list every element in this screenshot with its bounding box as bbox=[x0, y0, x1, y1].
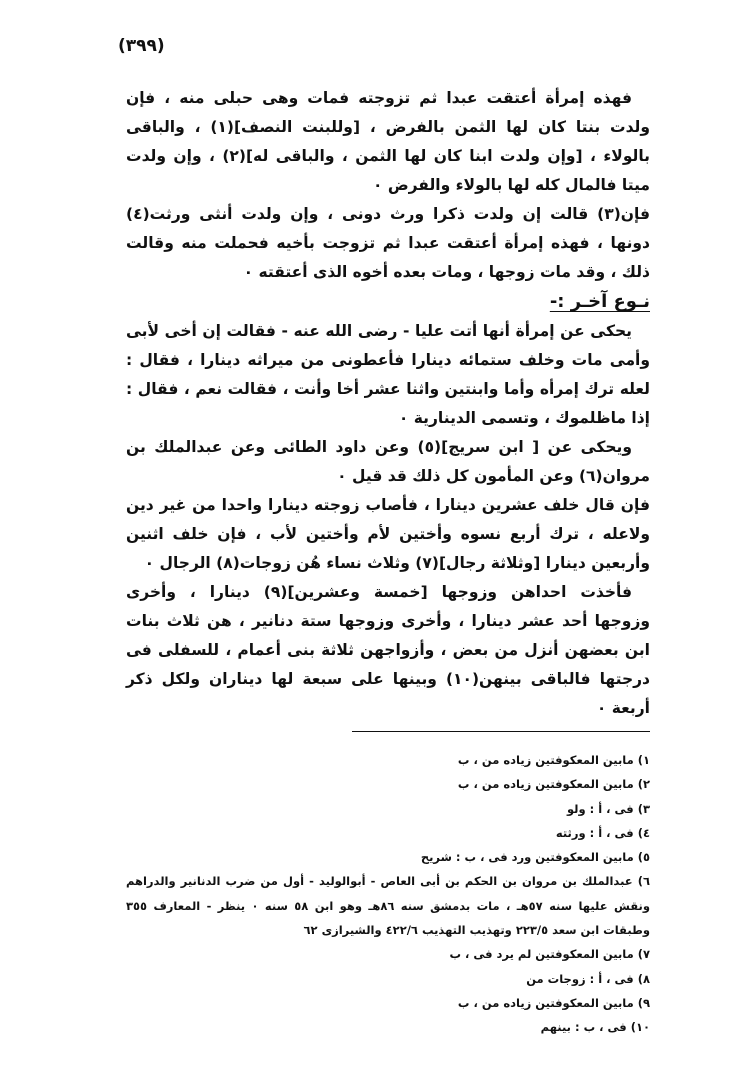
footnotes bbox=[126, 748, 650, 1040]
footnote-1: ١) مابين المعكوفتين زياده من ، ب bbox=[457, 753, 650, 767]
footnote-4: ٤) فى ، أ : ورثته bbox=[555, 825, 650, 840]
paragraph-6: فأخذت احداهن وزوجها [خمسة وعشرين](٩) دينارا ، وأخرى وزوجها أحد عشر دينارا ، وأخرى وزوجها ستة دنانير ، هن ثلاث بنات ابن بعضهن أنزل من بعض ، وأزواجهن ثلاثة بنى أعمام ، للسفلى فى درجتها فالباقى بينهن(١٠) وبينها على سبعة لها ديناران ولكل ذكر أربعة ٠ bbox=[126, 583, 650, 717]
footnote-divider bbox=[352, 731, 650, 732]
footnote-5: ٥) مابين المعكوفتين ورد فى ، ب : شريح bbox=[420, 850, 650, 865]
footnote-3: ٣) فى ، أ : ولو bbox=[566, 801, 650, 816]
main-text bbox=[126, 84, 650, 723]
paragraph-5: فإن قال خلف عشرين دينارا ، فأصاب زوجته دينارا واحدا من غير دين ولاعله ، ترك أربع نسوه وأختين لأم وأختين لأب ، فإن خلف اثنين وأربعين دينارا [وثلاثة رجال](٧) وثلاث نساء هُن زوجات(٨) الرجال ٠ bbox=[126, 496, 650, 572]
footnote-10: ١٠) فى ، ب : بينهم bbox=[540, 1020, 650, 1035]
footnote-6: ٦) عبدالملك بن مروان بن الحكم بن أبى العاص - أبوالوليد - أول من ضرب الدنانير والدراهم ونقش عليها سنه ٥٧هـ ، مات بدمشق سنه ٨٦هـ وهو ابن ٥٨ سنه ٠ ينظر - المعارف ٣٥٥ وطبقات ابن سعد ٢٢٣/٥ وتهذيب التهذيب ٤٢٢/٦ والشيرازى ٦٢ bbox=[126, 874, 650, 938]
footnote-7: ٧) مابين المعكوفتين لم يرد فى ، ب bbox=[449, 947, 650, 962]
footnote-8: ٨) فى ، أ : زوجات من bbox=[526, 971, 650, 986]
footnote-2: ٢) مابين المعكوفتين زياده من ، ب bbox=[457, 777, 650, 792]
paragraph-1: فهذه إمرأة أعتقت عبدا ثم تزوجته فمات وهى حبلى منه ، فإن ولدت بنتا كان لها الثمن بالفرض ، [وللبنت النصف](١) ، والباقى بالولاء ، [وإن ولدت ابنا كان لها الثمن ، والباقى له](٢) ، وإن ولدت ميتا فالمال كله لها بالولاء والفرض ٠ bbox=[126, 89, 650, 194]
footnote-9: ٩) مابين المعكوفتين زياده من ، ب bbox=[457, 995, 650, 1010]
paragraph-4: ويحكى عن [ ابن سريج](٥) وعن داود الطائى وعن عبدالملك بن مروان(٦) وعن المأمون كل ذلك قد قيل ٠ bbox=[126, 438, 650, 485]
section-heading: نـوع آخـر :- bbox=[549, 291, 650, 312]
paragraph-2: فإن(٣) قالت إن ولدت ذكرا ورث دونى ، وإن ولدت أنثى ورثت(٤) دونها ، فهذه إمرأة أعتقت عبدا ثم تزوجت بأخيه فحملت منه وقالت ذلك ، وقد مات زوجها ، ومات بعده أخوه الذى أعتقته ٠ bbox=[126, 205, 650, 281]
page-number: (٣٩٩) bbox=[118, 36, 165, 56]
paragraph-3: يحكى عن إمرأة أنها أتت عليا - رضى الله عنه - فقالت إن أخى لأبى وأمى مات وخلف ستمائه دينارا فأعطونى من ميراثه دينارا ، فقال : لعله ترك إمرأه وأما وابنتين واثنا عشر أخا وأنت ، فقالت نعم ، فقال : إذا ماظلموك ، وتسمى الدينارية ٠ bbox=[126, 322, 650, 427]
